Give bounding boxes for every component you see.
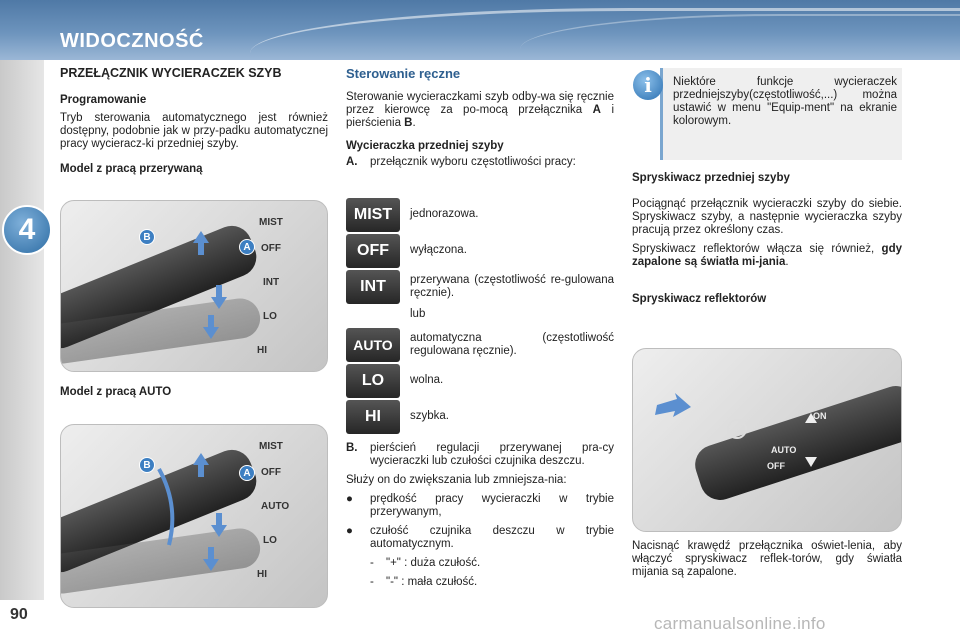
item-a-label: A.	[346, 156, 358, 168]
wiper-stalk-photo-auto	[60, 424, 328, 608]
bullet-text: prędkość pracy wycieraczki w trybie przerywanym,	[370, 493, 614, 518]
arrow-up	[193, 231, 209, 255]
mode-icon-hi: HI	[346, 400, 400, 434]
marker-b: B	[139, 229, 155, 245]
label-off: OFF	[261, 467, 281, 478]
label-off: OFF	[261, 243, 281, 254]
direction-arrows	[61, 425, 328, 608]
mode-text-mist: jednorazowa.	[410, 208, 479, 220]
section-heading: PRZEŁĄCZNIK WYCIERACZEK SZYB	[60, 66, 282, 80]
label-mist: MIST	[259, 217, 283, 228]
item-a	[346, 156, 614, 169]
bullet-glyph: ●	[346, 493, 353, 505]
dash-glyph: -	[370, 557, 374, 569]
marker-b: B	[139, 457, 155, 473]
info-icon: i	[633, 70, 663, 100]
bullet-glyph: ●	[346, 525, 353, 537]
mode-icon-int: INT	[346, 270, 400, 304]
label-hi: HI	[257, 345, 267, 356]
mode-row-lo	[346, 364, 444, 398]
washer-text-2: Spryskiwacz reflektorów włącza się również, gdy zapalone są światła mi-jania.	[632, 243, 902, 268]
watermark: carmanualsonline.info	[654, 614, 826, 633]
page-title: WIDOCZNOŚĆ	[60, 30, 204, 52]
serves-text: Służy on do zwiększania lub zmniejsza-nia:	[346, 474, 567, 486]
manual-control-intro: Sterowanie wycieraczkami szyb odby-wa się ręcznie przez kierowcę za po-mocą przełącznika A i pierścienia B.	[346, 91, 615, 129]
item-b-label: B.	[346, 442, 358, 454]
dash-glyph: -	[370, 576, 374, 588]
arrow-down	[203, 315, 219, 339]
dash-item	[346, 576, 614, 589]
label-lo: LO	[263, 535, 277, 546]
item-b-text: pierścień regulacji przerywanej pra-cy wycieraczki lub czułości czujnika deszczu.	[370, 442, 614, 467]
arrow-up	[193, 453, 209, 477]
column-middle-lower	[346, 442, 614, 589]
arrow-down	[211, 285, 227, 309]
programming-text: Tryb sterowania automatycznego jest również dostępny, podobnie jak w przy-padku automatycznej pracy wycieracz-ki przedniej szyby.	[60, 112, 328, 150]
item-b	[346, 442, 614, 468]
arrow-down	[805, 457, 817, 467]
mode-row-hi	[346, 400, 449, 434]
page-number: 90	[10, 606, 28, 623]
dash-item	[346, 557, 614, 570]
chapter-tab[interactable]: 4	[2, 205, 52, 255]
bullet-text: czułość czujnika deszczu w trybie automatycznym.	[370, 525, 614, 550]
bullet-item	[346, 493, 614, 519]
model-intermittent-heading: Model z pracą przerywaną	[60, 163, 203, 175]
mode-text-off: wyłączona.	[410, 244, 467, 256]
marker-a: A	[239, 465, 255, 481]
headlamp-washer-text: Nacisnąć krawędź przełącznika oświet-lenia, aby włączyć spryskiwacz reflek-torów, gdy światła mijania są zapalone.	[632, 540, 902, 578]
dash-text: "-" : mała czułość.	[386, 576, 478, 588]
arrow-right	[655, 393, 691, 417]
mode-text-hi: szybka.	[410, 410, 449, 422]
programming-heading: Programowanie	[60, 94, 147, 106]
label-auto: AUTO	[261, 501, 290, 512]
mode-icon-off: OFF	[346, 234, 400, 268]
wiper-stalk-photo-intermittent	[60, 200, 328, 372]
label-off: OFF	[767, 461, 785, 471]
mode-text-int: przerywana (częstotliwość re-gulowana ręcznie).	[410, 274, 614, 299]
washer-section	[632, 172, 902, 305]
or-text: lub	[410, 308, 426, 320]
info-text: Niektóre funkcje wycieraczek przedniejszyby(częstotliwość,...) można ustawić w menu "Equip-ment" na ekranie kolorowym.	[673, 76, 897, 127]
label-on: ON	[813, 411, 827, 421]
front-wiper-heading: Wycieraczka przedniej szyby	[346, 140, 504, 152]
arrow-down	[203, 547, 219, 571]
mode-row-mist	[346, 198, 479, 232]
model-auto-heading: Model z pracą AUTO	[60, 386, 172, 398]
lighting-stalk-photo	[632, 348, 902, 532]
mode-icon-auto: AUTO	[346, 328, 400, 362]
label-lo: LO	[263, 311, 277, 322]
washer-text: Pociągnąć przełącznik wycieraczki szyby do siebie. Spryskiwacz szyby, a następnie wycieraczka szyby pracują przez określony czas.	[632, 198, 902, 236]
arrow-down	[211, 513, 227, 537]
mode-row-int	[346, 270, 614, 304]
column-middle	[346, 66, 614, 169]
washer-heading: Spryskiwacz przedniej szyby	[632, 172, 790, 184]
label-mist: MIST	[259, 441, 283, 452]
mode-icon-lo: LO	[346, 364, 400, 398]
headlamp-washer-heading: Spryskiwacz reflektorów	[632, 293, 767, 305]
manual-control-heading: Sterowanie ręczne	[346, 66, 461, 81]
info-box	[660, 68, 902, 160]
label-auto: AUTO	[771, 445, 797, 455]
stalk-details	[633, 349, 902, 532]
headlamp-symbol	[728, 420, 746, 438]
bullet-item	[346, 525, 614, 551]
mode-icon-mist: MIST	[346, 198, 400, 232]
marker-a: A	[239, 239, 255, 255]
label-int: INT	[263, 277, 280, 288]
label-hi: HI	[257, 569, 267, 580]
mode-text-lo: wolna.	[410, 374, 444, 386]
mode-text-auto: automatyczna (częstotliwość regulowana ręcznie).	[410, 332, 614, 357]
ring-arrow	[159, 469, 172, 545]
item-a-text: przełącznik wyboru częstotliwości pracy:	[370, 156, 576, 168]
column-left	[60, 66, 328, 175]
mode-row-auto	[346, 328, 614, 362]
mode-row-off	[346, 234, 467, 268]
page-header	[0, 0, 960, 60]
side-strip	[0, 60, 44, 600]
dash-text: "+" : duża czułość.	[386, 557, 481, 569]
direction-arrows	[61, 201, 328, 372]
